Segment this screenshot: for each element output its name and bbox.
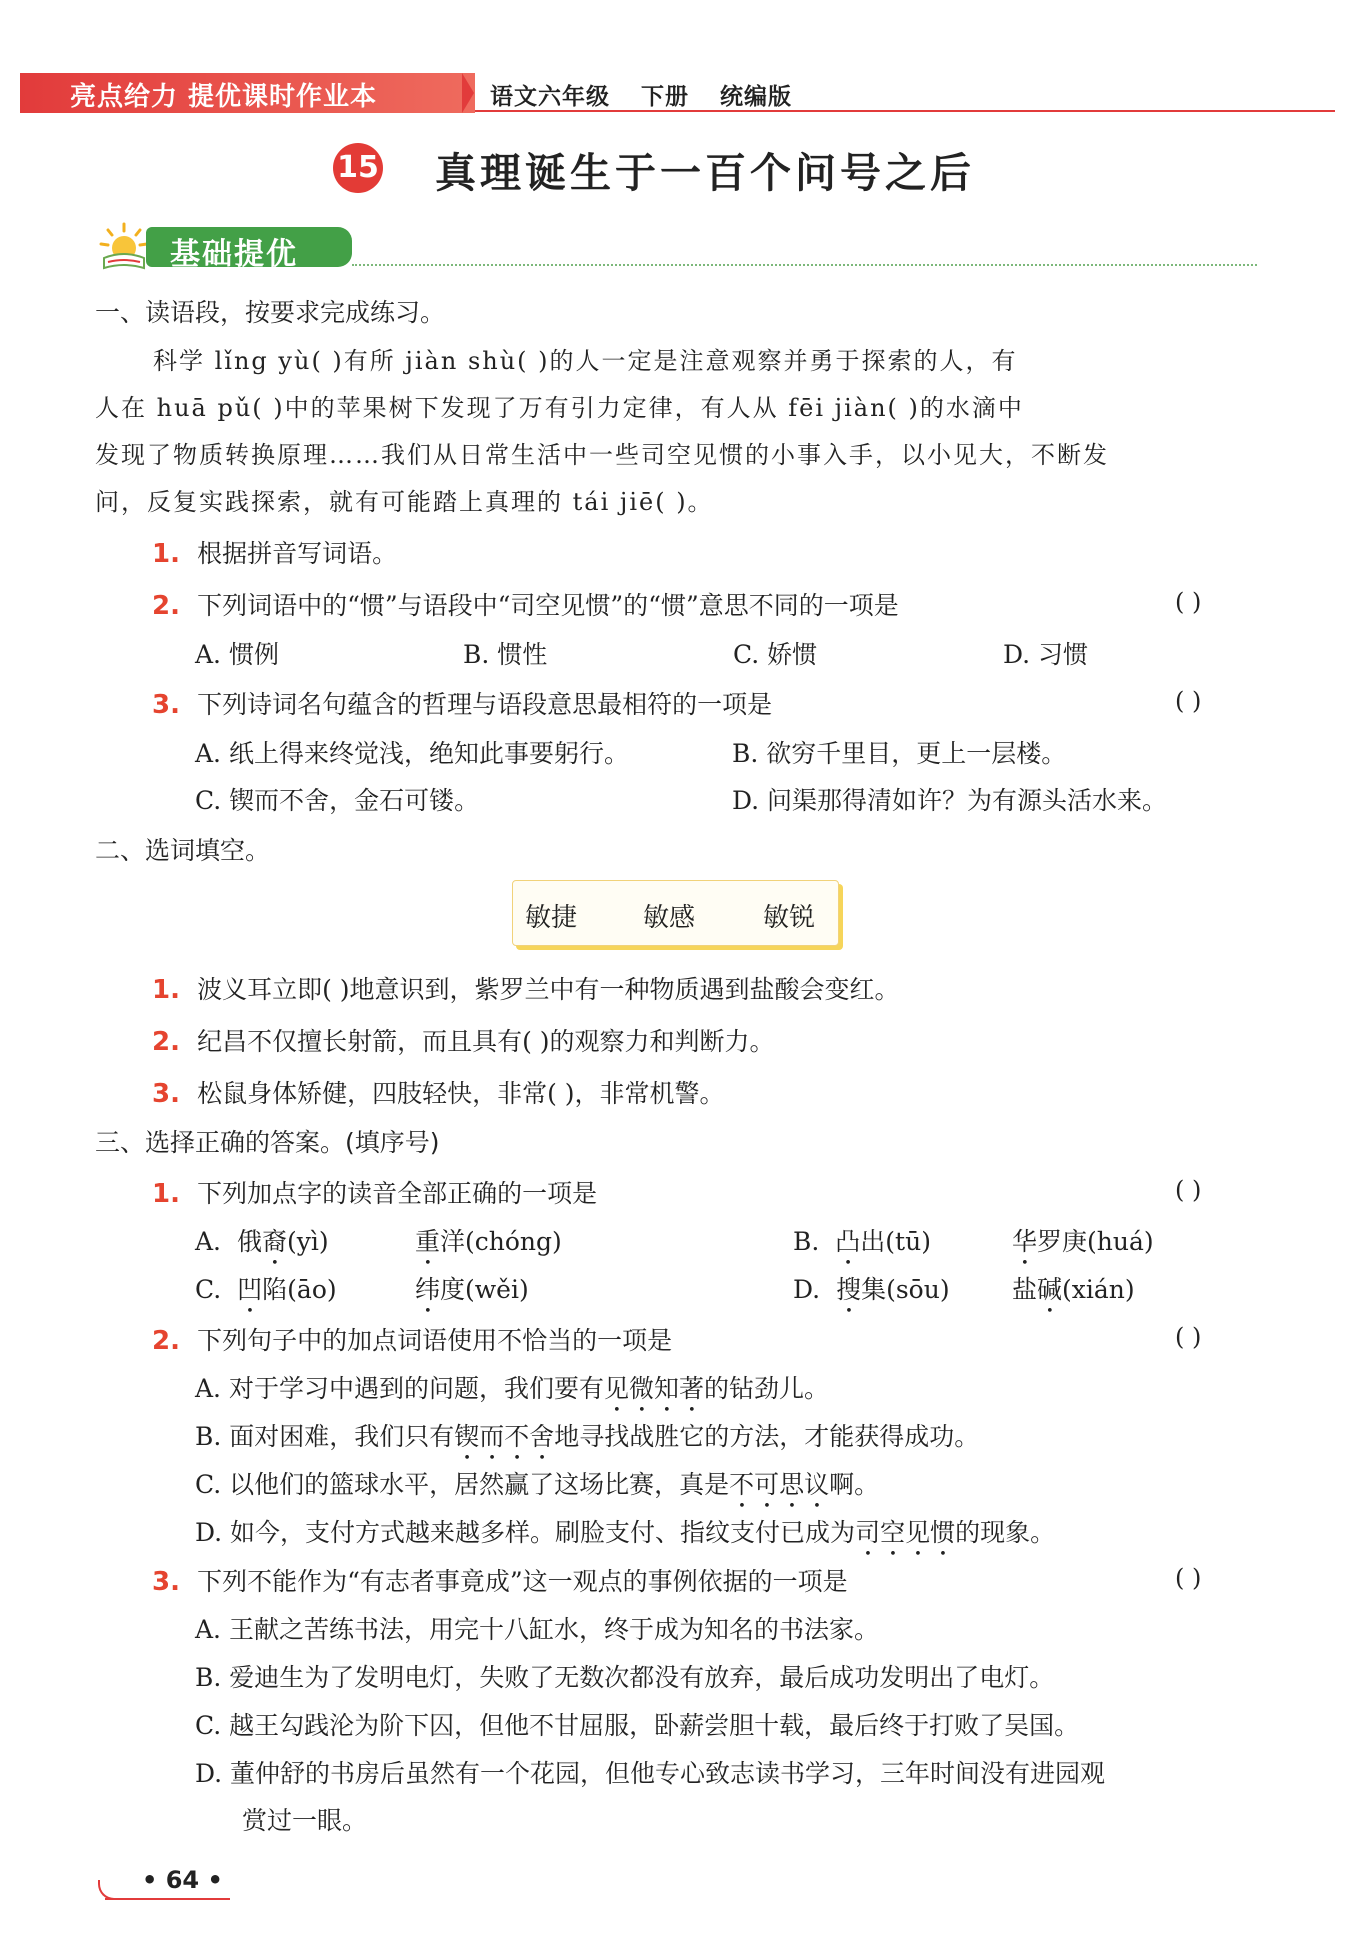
option-text: B. 面对困难，我们只有 — [195, 1422, 455, 1451]
passage-line-3: 发现了物质转换原理……我们从日常生活中一些司空见惯的小事入手，以小见大，不断发 — [95, 441, 1109, 469]
part3-heading-note: (填序号) — [345, 1128, 440, 1157]
option-a: A. 惯例 — [195, 640, 279, 669]
answer-parentheses: ( ) — [1175, 1176, 1202, 1204]
dotted-char: 纬 — [415, 1275, 441, 1304]
passage-line-1: 科学 lǐng yù( )有所 jiàn shù( )的人一定是注意观察并勇于探索的人，有 — [153, 347, 1018, 375]
dotted-char: 裔 — [261, 1227, 287, 1256]
option-text: 洋(chóng) — [440, 1227, 562, 1256]
page-number-decoration — [98, 1880, 122, 1900]
page-number: • 64 • — [142, 1866, 223, 1894]
option-b: B. 欲穷千里目，更上一层楼。 — [732, 739, 1067, 768]
header-book-info — [490, 78, 814, 111]
answer-parentheses: ( ) — [1175, 687, 1202, 715]
part1-q2 — [152, 586, 899, 622]
option-c — [195, 1465, 879, 1514]
option-text: 的现象。 — [955, 1518, 1056, 1547]
question-text: 下列诗词名句蕴含的哲理与语段意思最相符的一项是 — [197, 690, 773, 719]
part2-item-3 — [152, 1074, 725, 1110]
header-rule — [475, 110, 1335, 112]
part1-q3 — [152, 685, 772, 721]
question-number: 2. — [152, 1326, 180, 1356]
option-text: 集(sōu) — [861, 1275, 950, 1304]
question-number: 2. — [152, 591, 180, 621]
word-choice-box — [512, 880, 839, 946]
option-a — [195, 1369, 829, 1418]
header-subject: 语文六年级 — [490, 84, 610, 110]
question-number: 1. — [152, 539, 180, 569]
option-text: 啊。 — [829, 1470, 880, 1499]
word-choice: 敏锐 — [763, 903, 816, 933]
question-text: 下列加点字的读音全部正确的一项是 — [197, 1179, 598, 1208]
question-text: 波义耳立即( )地意识到，紫罗兰中有一种物质遇到盐酸会变红。 — [197, 975, 900, 1004]
question-number: 1. — [152, 1179, 180, 1209]
question-text: 纪昌不仅擅长射箭，而且具有( )的观察力和判断力。 — [197, 1027, 775, 1056]
option-d: D. 习惯 — [1003, 640, 1089, 669]
sun-book-icon — [98, 222, 150, 274]
lesson-title: 真理诞生于一百个问号之后 — [435, 149, 975, 197]
option-text: 地寻找战胜它的方法，才能获得成功。 — [554, 1422, 980, 1451]
option-text: C. 以他们的篮球水平，居然赢了这场比赛，真是 — [195, 1470, 730, 1499]
option-d — [793, 1270, 950, 1319]
option-b: B. 惯性 — [463, 640, 548, 669]
part2-item-2 — [152, 1022, 775, 1058]
option-char: 俄 — [236, 1227, 262, 1256]
option-a: A. 纸上得来终觉浅，绝知此事要躬行。 — [195, 739, 629, 768]
option-d — [195, 1513, 1055, 1562]
part1-heading: 一、读语段，按要求完成练习。 — [95, 298, 446, 327]
question-number: 3. — [152, 1079, 180, 1109]
part1-q1 — [152, 534, 397, 570]
header-edition: 统编版 — [720, 84, 793, 110]
question-text: 下列词语中的“惯”与语段中“司空见惯”的“惯”意思不同的一项是 — [197, 591, 899, 620]
option-d: D. 董仲舒的书房后虽然有一个花园，但他专心致志读书学习，三年时间没有进园观 — [195, 1759, 1106, 1788]
question-text: 下列不能作为“有志者事竟成”这一观点的事例依据的一项是 — [197, 1567, 848, 1596]
option-char: 盐 — [1012, 1275, 1038, 1304]
option-b: B. 爱迪生为了发明电灯，失败了无数次都没有放弃，最后成功发明出了电灯。 — [195, 1663, 1055, 1692]
question-number: 2. — [152, 1027, 180, 1057]
question-text: 下列句子中的加点词语使用不恰当的一项是 — [197, 1326, 673, 1355]
part2-heading: 二、选词填空。 — [95, 836, 271, 865]
option-b-second — [1012, 1222, 1154, 1271]
passage-line-4: 问，反复实践探索，就有可能踏上真理的 tái jiē( )。 — [95, 488, 714, 516]
passage-line-2: 人在 huā pǔ( )中的苹果树下发现了万有引力定律，有人从 fēi jiàn( )的水滴中 — [95, 394, 1024, 422]
dotted-char: 搜 — [836, 1275, 862, 1304]
option-c: C. 娇惯 — [733, 640, 818, 669]
dotted-phrase: 见微知著 — [603, 1374, 704, 1403]
option-text: 罗庚(huá) — [1037, 1227, 1154, 1256]
answer-parentheses: ( ) — [1175, 1323, 1202, 1351]
answer-parentheses: ( ) — [1175, 588, 1202, 616]
option-text: 的钻劲儿。 — [703, 1374, 829, 1403]
lesson-number-badge: 15 — [333, 143, 383, 193]
option-c-second — [415, 1270, 529, 1319]
part3-heading — [95, 1123, 440, 1159]
dotted-char: 华 — [1012, 1227, 1038, 1256]
option-d: D. 问渠那得清如许？为有源头活水来。 — [732, 786, 1168, 815]
option-d-continued: 赏过一眼。 — [242, 1806, 368, 1835]
option-text: 出(tū) — [860, 1227, 931, 1256]
part3-heading-text: 三、选择正确的答案。 — [95, 1128, 346, 1157]
option-c — [195, 1270, 337, 1319]
header-volume: 下册 — [641, 84, 690, 110]
option-d-second — [1012, 1270, 1135, 1319]
option-text: 度(wěi) — [440, 1275, 529, 1304]
option-text: D. 如今，支付方式越来越多样。刷脸支付、指纹支付已成为 — [195, 1518, 856, 1547]
dotted-char: 凹 — [237, 1275, 263, 1304]
question-number: 3. — [152, 1567, 180, 1597]
part3-q3 — [152, 1562, 848, 1598]
dotted-phrase: 司空见惯 — [855, 1518, 956, 1547]
word-choice: 敏捷 — [525, 903, 578, 933]
dotted-char: 凸 — [835, 1227, 861, 1256]
option-a — [195, 1222, 329, 1271]
option-text: (xián) — [1062, 1275, 1135, 1304]
option-c: C. 越王勾践沦为阶下囚，但他不甘屈服，卧薪尝胆十载，最后终于打败了吴国。 — [195, 1711, 1080, 1740]
option-text: (yì) — [287, 1227, 329, 1256]
option-text: 陷(āo) — [262, 1275, 337, 1304]
option-label: C. — [195, 1275, 222, 1304]
option-text: A. 对于学习中遇到的问题，我们要有 — [195, 1374, 604, 1403]
header-banner-notch — [462, 73, 474, 113]
option-b — [793, 1222, 931, 1271]
section-banner-text: 基础提优 — [170, 237, 298, 272]
option-c: C. 锲而不舍，金石可镂。 — [195, 786, 480, 815]
page-number-rule — [105, 1898, 230, 1900]
option-a-second — [415, 1222, 562, 1271]
question-text: 松鼠身体矫健，四肢轻快，非常( )，非常机警。 — [197, 1079, 725, 1108]
option-b — [195, 1417, 979, 1466]
option-label: B. — [793, 1227, 820, 1256]
part3-q2 — [152, 1321, 672, 1357]
question-text: 根据拼音写词语。 — [197, 539, 398, 568]
header-banner-text: 亮点给力 提优课时作业本 — [70, 82, 378, 112]
question-number: 3. — [152, 690, 180, 720]
dotted-char: 碱 — [1037, 1275, 1063, 1304]
dotted-char: 重 — [415, 1227, 441, 1256]
part2-item-1 — [152, 970, 900, 1006]
question-number: 1. — [152, 975, 180, 1005]
dotted-phrase: 不可思议 — [729, 1470, 830, 1499]
section-dotted-rule — [352, 264, 1257, 266]
option-label: D. — [793, 1275, 821, 1304]
option-label: A. — [195, 1227, 222, 1256]
answer-parentheses: ( ) — [1175, 1564, 1202, 1592]
part3-q1 — [152, 1174, 597, 1210]
option-a: A. 王献之苦练书法，用完十八缸水，终于成为知名的书法家。 — [195, 1615, 879, 1644]
word-choice: 敏感 — [643, 903, 696, 933]
dotted-phrase: 锲而不舍 — [454, 1422, 555, 1451]
